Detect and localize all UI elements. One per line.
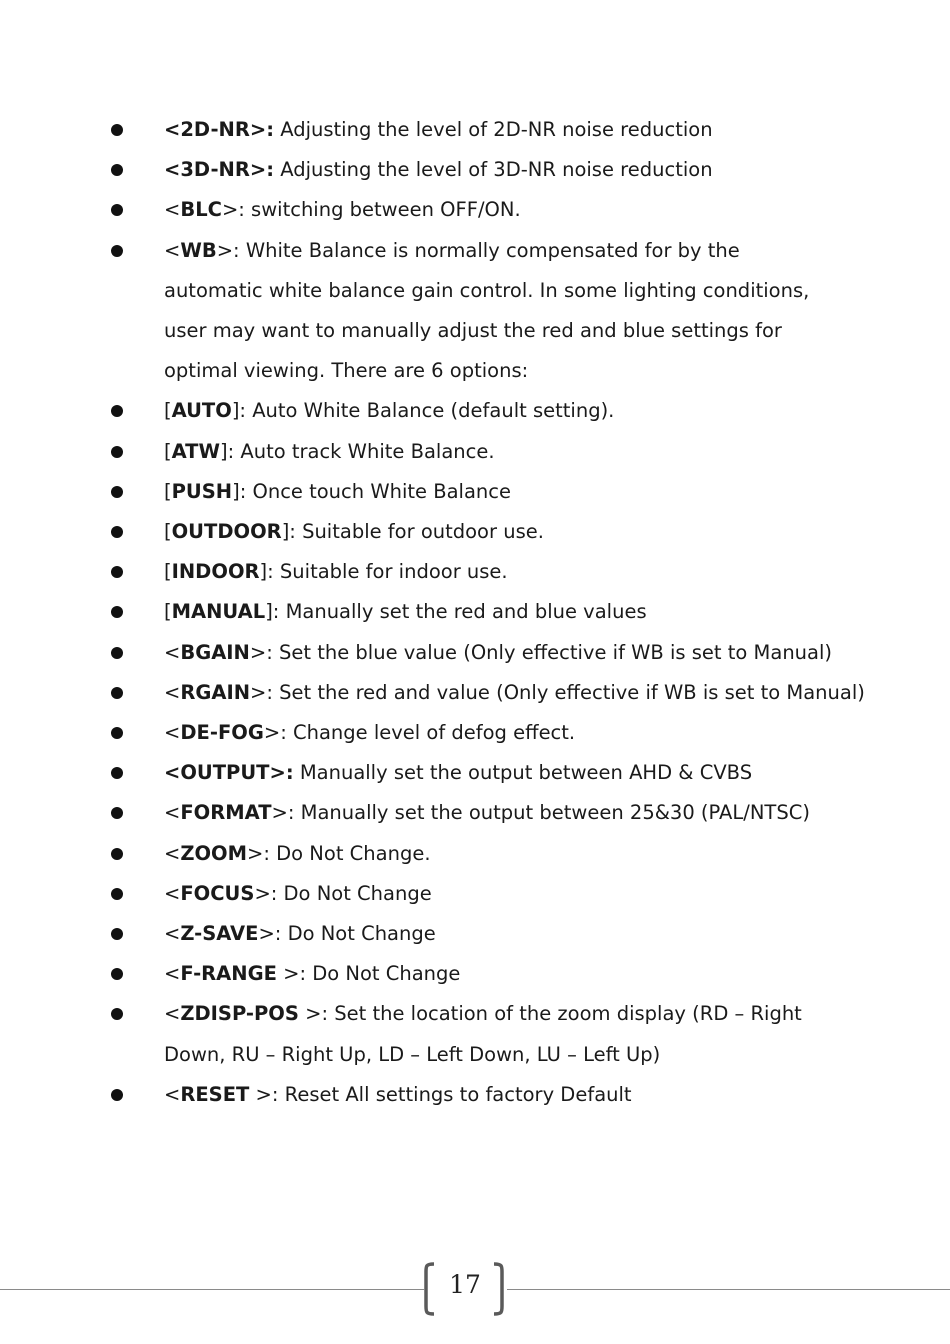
bullet-icon bbox=[111, 204, 123, 216]
item-key: Z-SAVE bbox=[180, 922, 259, 946]
list-item bbox=[0, 512, 950, 552]
list-item bbox=[0, 713, 950, 753]
list-item bbox=[0, 391, 950, 431]
item-text: [AUTO]: Auto White Balance (default setting). bbox=[164, 399, 615, 423]
list-item bbox=[0, 753, 950, 793]
item-text: <OUTPUT>: Manually set the output between AHD & CVBS bbox=[164, 761, 753, 785]
list-item bbox=[0, 552, 950, 592]
item-text: <DE-FOG>: Change level of defog effect. bbox=[164, 721, 576, 745]
item-key: INDOOR bbox=[171, 560, 260, 584]
bullet-icon bbox=[111, 767, 123, 779]
item-text: [MANUAL]: Manually set the red and blue values bbox=[164, 600, 647, 624]
list-item bbox=[0, 673, 950, 713]
item-key: BLC bbox=[180, 198, 222, 222]
footer-rule-right bbox=[507, 1289, 950, 1290]
footer-rule-left bbox=[0, 1289, 424, 1290]
item-text: <RGAIN>: Set the red and value (Only effective if WB is set to Manual) bbox=[164, 680, 865, 704]
list-item bbox=[0, 834, 950, 874]
bullet-icon bbox=[111, 1008, 123, 1020]
list-item bbox=[0, 914, 950, 954]
list-item bbox=[0, 592, 950, 632]
menu-description-list bbox=[0, 110, 950, 1115]
item-text: <BGAIN>: Set the blue value (Only effective if WB is set to Manual) bbox=[164, 640, 833, 664]
item-key: AUTO bbox=[171, 399, 232, 423]
item-key: DE-FOG bbox=[180, 721, 264, 745]
item-text: <BLC>: switching between OFF/ON. bbox=[164, 198, 521, 222]
bullet-icon bbox=[111, 566, 123, 578]
bullet-icon bbox=[111, 888, 123, 900]
item-key: ATW bbox=[171, 439, 220, 463]
bullet-icon bbox=[111, 405, 123, 417]
item-text: <2D-NR>: Adjusting the level of 2D-NR noise reduction bbox=[164, 118, 713, 141]
list-item bbox=[0, 994, 950, 1074]
item-text: <Z-SAVE>: Do Not Change bbox=[164, 922, 436, 946]
item-text: <FORMAT>: Manually set the output between 25&30 (PAL/NTSC) bbox=[164, 801, 810, 825]
list-item bbox=[0, 231, 950, 392]
bullet-icon bbox=[111, 727, 123, 739]
item-text: [INDOOR]: Suitable for indoor use. bbox=[164, 560, 508, 584]
list-item bbox=[0, 793, 950, 833]
bullet-icon bbox=[111, 526, 123, 538]
list-item bbox=[0, 874, 950, 914]
item-key: F-RANGE bbox=[180, 962, 277, 986]
item-key: FORMAT bbox=[180, 801, 272, 825]
item-text: [PUSH]: Once touch White Balance bbox=[164, 479, 511, 503]
item-key: OUTDOOR bbox=[171, 520, 282, 544]
page-number: 17 bbox=[449, 1270, 481, 1299]
item-key: MANUAL bbox=[171, 600, 266, 624]
item-text: <ZDISP-POS >: Set the location of the zoom display (RD – Right Down, RU – Right Up, LD – Left Down, LU – Left Up) bbox=[164, 1002, 802, 1066]
item-key: <2D-NR>: bbox=[164, 118, 275, 141]
bullet-icon bbox=[111, 1089, 123, 1101]
bullet-icon bbox=[111, 124, 123, 136]
item-text: [OUTDOOR]: Suitable for outdoor use. bbox=[164, 520, 544, 544]
list-item bbox=[0, 633, 950, 673]
item-key: RGAIN bbox=[180, 680, 251, 704]
item-key: BGAIN bbox=[180, 640, 250, 664]
item-text: <RESET >: Reset All settings to factory Default bbox=[164, 1082, 632, 1106]
list-item bbox=[0, 954, 950, 994]
item-key: ZDISP-POS bbox=[180, 1002, 299, 1026]
bullet-icon bbox=[111, 606, 123, 618]
page-footer bbox=[0, 1262, 950, 1316]
item-text: <FOCUS>: Do Not Change bbox=[164, 881, 432, 905]
list-item bbox=[0, 472, 950, 512]
item-key: PUSH bbox=[171, 479, 233, 503]
bullet-icon bbox=[111, 164, 123, 176]
item-text: <F-RANGE >: Do Not Change bbox=[164, 962, 461, 986]
item-key: FOCUS bbox=[180, 881, 255, 905]
bullet-icon bbox=[111, 968, 123, 980]
bullet-icon bbox=[111, 687, 123, 699]
bullet-icon bbox=[111, 928, 123, 940]
item-text: <3D-NR>: Adjusting the level of 3D-NR noise reduction bbox=[164, 158, 713, 182]
item-key: ZOOM bbox=[180, 841, 248, 865]
item-text: <WB>: White Balance is normally compensated for by the automatic white balance gain control. In some lighting conditions, user may want to manually adjust the red and blue settings for optimal viewing. There are 6 options: bbox=[164, 238, 810, 383]
bullet-icon bbox=[111, 807, 123, 819]
item-key: WB bbox=[180, 238, 217, 262]
item-key: RESET bbox=[180, 1082, 250, 1106]
item-key: <3D-NR>: bbox=[164, 158, 275, 182]
bullet-icon bbox=[111, 647, 123, 659]
list-item bbox=[0, 1075, 950, 1115]
item-key: <OUTPUT>: bbox=[164, 761, 294, 785]
bullet-icon bbox=[111, 245, 123, 257]
item-text: <ZOOM>: Do Not Change. bbox=[164, 841, 431, 865]
right-bracket-icon bbox=[492, 1262, 508, 1316]
list-item bbox=[0, 110, 950, 150]
list-item bbox=[0, 190, 950, 230]
bullet-icon bbox=[111, 446, 123, 458]
bullet-icon bbox=[111, 486, 123, 498]
list-item bbox=[0, 432, 950, 472]
list-item bbox=[0, 150, 950, 190]
bullet-icon bbox=[111, 848, 123, 860]
item-text: [ATW]: Auto track White Balance. bbox=[164, 439, 495, 463]
